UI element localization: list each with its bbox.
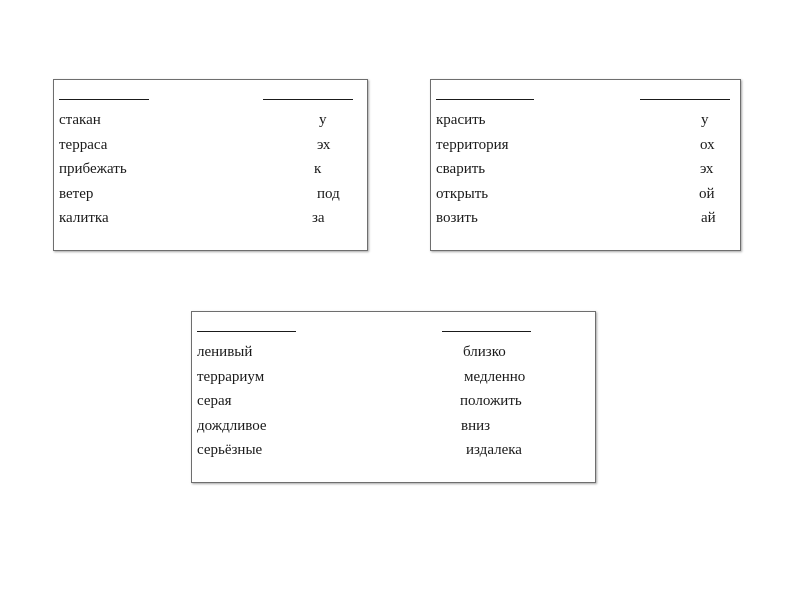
word-item: ветер xyxy=(59,185,94,202)
word-item: ай xyxy=(701,210,716,226)
word-item: у xyxy=(701,112,709,128)
word-card-2 xyxy=(430,79,741,251)
word-item: сварить xyxy=(436,161,486,177)
word-item: за xyxy=(312,210,325,226)
left-word-list xyxy=(59,108,127,231)
word-item: эх xyxy=(700,161,714,177)
word-item: к xyxy=(314,161,322,177)
word-item: ох xyxy=(700,136,715,153)
word-item: под xyxy=(317,185,340,202)
word-item: вниз xyxy=(461,417,491,434)
word-item: положить xyxy=(460,393,522,409)
answer-blank-right[interactable] xyxy=(263,99,353,100)
word-item: эх xyxy=(317,136,331,153)
word-item: калитка xyxy=(59,210,109,226)
word-card-3 xyxy=(191,311,596,483)
word-item: стакан xyxy=(59,112,101,128)
left-word-list xyxy=(197,340,267,463)
word-item: террариум xyxy=(197,368,265,385)
word-item: медленно xyxy=(464,368,526,385)
word-item: ленивый xyxy=(197,344,253,360)
answer-blank-left[interactable] xyxy=(59,99,149,100)
answer-blank-left[interactable] xyxy=(436,99,534,100)
word-item: серая xyxy=(197,393,232,409)
answer-blank-right[interactable] xyxy=(442,331,531,332)
left-word-list xyxy=(436,108,509,231)
word-item: у xyxy=(319,112,327,128)
right-word-list xyxy=(691,108,716,231)
word-item: красить xyxy=(436,112,486,128)
right-word-list xyxy=(309,108,340,231)
word-item: прибежать xyxy=(59,161,127,177)
word-item: близко xyxy=(463,344,506,360)
word-item: серьёзные xyxy=(197,442,263,458)
word-item: издалека xyxy=(466,442,522,458)
word-item: возить xyxy=(436,210,478,226)
word-item: терраса xyxy=(59,136,108,153)
answer-blank-left[interactable] xyxy=(197,331,296,332)
answer-blank-right[interactable] xyxy=(640,99,730,100)
word-item: территория xyxy=(436,136,509,153)
word-item: открыть xyxy=(436,185,489,202)
word-item: дождливое xyxy=(197,417,267,434)
word-card-1 xyxy=(53,79,368,251)
right-word-list xyxy=(454,340,526,463)
word-item: ой xyxy=(699,185,715,202)
